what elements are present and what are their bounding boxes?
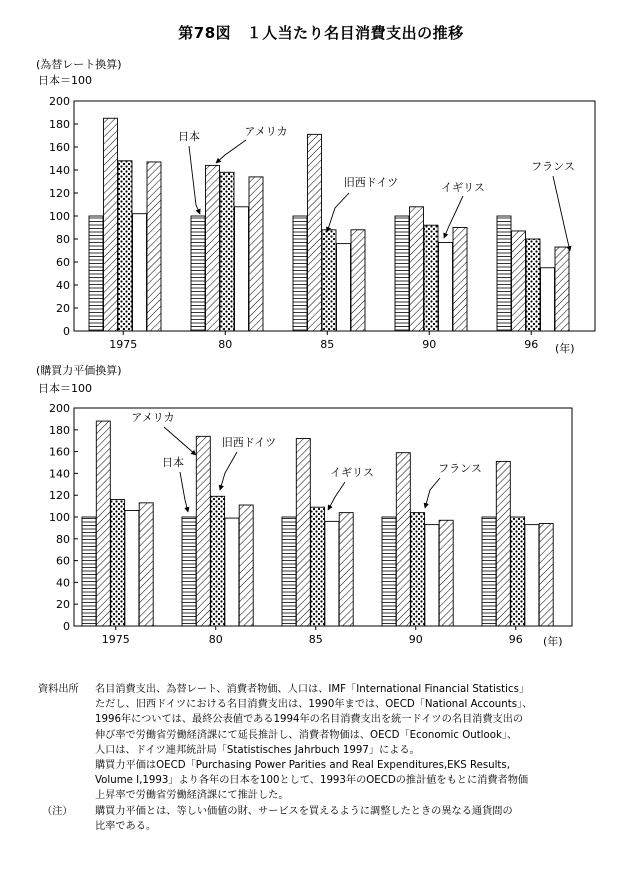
- bar: [325, 521, 339, 626]
- bar: [339, 513, 353, 626]
- note-label: （注）: [42, 805, 73, 817]
- figure-title: 第78図 １人当たり名目消費支出の推移: [178, 24, 464, 42]
- annotation-arrow: [553, 176, 570, 251]
- bar: [539, 524, 553, 626]
- bar: [139, 503, 153, 626]
- chart2-year-unit: (年): [543, 635, 563, 648]
- bar: [337, 244, 351, 331]
- bar: [249, 177, 263, 331]
- bar: [96, 421, 110, 626]
- annotation-label: イギリス: [330, 466, 374, 479]
- bar: [308, 134, 322, 331]
- bar: [424, 225, 438, 331]
- y-tick-label: 180: [49, 423, 70, 437]
- source-line: 人口は、ドイツ連邦統計局「Statistisches Jahrbuch 1997」による。: [95, 744, 420, 756]
- bar: [89, 216, 103, 331]
- y-tick-label: 80: [56, 532, 70, 546]
- bar: [125, 510, 139, 626]
- y-tick-label: 200: [49, 402, 70, 415]
- y-tick-label: 60: [56, 256, 70, 269]
- x-tick-label: 85: [308, 633, 323, 646]
- bar: [439, 242, 453, 331]
- source-line: Volume Ⅰ,1993」より各年の日本を100として、1993年のOECDの推計値をもとに消費者物価: [95, 775, 529, 787]
- bar: [395, 216, 409, 331]
- x-tick-label: 1975: [101, 633, 130, 646]
- note-line: 比率である。: [95, 820, 157, 832]
- bar: [311, 507, 325, 626]
- bar: [322, 230, 336, 331]
- annotation-arrow: [180, 472, 188, 512]
- annotation-label: アメリカ: [131, 411, 175, 424]
- bar: [104, 118, 118, 331]
- bar: [293, 216, 307, 331]
- bar: [196, 436, 210, 626]
- annotation-arrow: [327, 193, 349, 232]
- bar: [410, 207, 424, 331]
- chart1-subtitle: 日本＝100: [38, 74, 92, 87]
- chart1-year-unit: (年): [555, 342, 575, 355]
- y-tick-label: 40: [56, 576, 70, 590]
- bar: [496, 461, 510, 626]
- annotation-arrow: [189, 146, 200, 214]
- chart2-ppp: [0, 360, 642, 660]
- bar: [497, 216, 511, 331]
- annotation-arrow: [164, 427, 196, 455]
- source-line: 名目消費支出、為替レート、消費者物価、人口は、IMF「International Financial Statistics」: [95, 684, 530, 695]
- bar: [133, 214, 147, 331]
- source-line: 購買力平価はOECD「Purchasing Power Parities and Real Expenditures,EKS Results,: [95, 760, 510, 772]
- annotation-label: 日本: [178, 130, 200, 143]
- x-tick-label: 1975: [109, 338, 138, 351]
- bar: [296, 439, 310, 626]
- chart2-title: (購買力平価換算): [36, 364, 122, 377]
- y-tick-label: 0: [63, 325, 70, 338]
- x-tick-label: 85: [320, 338, 335, 351]
- y-tick-label: 100: [49, 511, 70, 524]
- bar: [118, 161, 132, 331]
- x-tick-label: 80: [218, 338, 233, 351]
- bar: [555, 247, 569, 331]
- bar: [511, 517, 525, 626]
- annotation-label: フランス: [438, 462, 482, 475]
- y-tick-label: 20: [56, 598, 70, 612]
- source-line: 1996年については、最終公表値である1994年の名目消費支出を統一ドイツの名目消費支出の: [95, 714, 524, 726]
- annotation-arrow: [328, 482, 345, 510]
- x-tick-label: 96: [508, 633, 523, 646]
- y-tick-label: 120: [49, 489, 70, 503]
- y-tick-label: 100: [49, 210, 70, 223]
- bar: [382, 517, 396, 626]
- bar: [182, 517, 196, 626]
- source-line: 伸び率で労働省労働経済課にて延長推計し、消費者物価は、OECD「Economic Outlook」、: [95, 729, 518, 741]
- bar: [396, 453, 410, 626]
- bar: [411, 513, 425, 626]
- source-line: ただし、旧西ドイツにおける名目消費支出は、1990年までは、OECD「National Accounts」、: [95, 699, 533, 711]
- notes: [38, 682, 613, 834]
- bar: [512, 231, 526, 331]
- chart1-exchange-rate: [0, 0, 642, 360]
- bar: [541, 268, 555, 331]
- x-tick-label: 90: [408, 633, 423, 646]
- y-tick-label: 160: [49, 141, 70, 154]
- bar: [206, 165, 220, 331]
- bar: [239, 505, 253, 626]
- annotation-arrow: [220, 452, 237, 490]
- x-tick-label: 80: [208, 633, 223, 646]
- y-tick-label: 80: [56, 233, 70, 246]
- bar: [235, 207, 249, 331]
- annotation-label: 日本: [162, 456, 184, 469]
- source-label: 資料出所: [38, 684, 79, 695]
- bar: [425, 525, 439, 626]
- bar: [220, 172, 234, 331]
- chart1-title: (為替レート換算): [36, 58, 122, 71]
- y-tick-label: 160: [49, 445, 70, 459]
- y-tick-label: 0: [63, 620, 70, 633]
- y-tick-label: 140: [49, 164, 70, 177]
- bar: [351, 230, 365, 331]
- y-tick-label: 40: [56, 279, 70, 292]
- annotation-label: 旧西ドイツ: [343, 176, 399, 189]
- bar: [526, 239, 540, 331]
- annotation-arrow: [425, 478, 440, 508]
- y-tick-label: 180: [49, 118, 70, 131]
- bar: [482, 517, 496, 626]
- y-tick-label: 20: [56, 302, 70, 315]
- y-tick-label: 140: [49, 467, 70, 481]
- bar: [525, 525, 539, 626]
- bar: [147, 162, 161, 331]
- bar: [82, 517, 96, 626]
- source-text: [95, 682, 613, 804]
- source-line: 上昇率で労働省労働経済課にて推計した。: [95, 790, 289, 802]
- bar: [282, 517, 296, 626]
- chart2-subtitle: 日本＝100: [38, 382, 92, 395]
- x-tick-label: 96: [524, 338, 539, 351]
- annotation-label: フランス: [531, 160, 575, 173]
- x-tick-label: 90: [422, 338, 437, 351]
- y-tick-label: 200: [49, 95, 70, 108]
- bar: [191, 216, 205, 331]
- note-line: 購買力平価とは、等しい価値の財、サービスを買えるように調整したときの異なる通貨間の: [95, 805, 513, 817]
- y-tick-label: 60: [56, 554, 70, 568]
- annotation-label: イギリス: [441, 181, 485, 194]
- bar: [453, 228, 467, 332]
- bar: [111, 500, 125, 626]
- bar: [211, 496, 225, 626]
- annotation-arrow: [216, 140, 246, 163]
- note-text: [95, 804, 613, 834]
- annotation-label: 旧西ドイツ: [221, 436, 277, 449]
- annotation-label: アメリカ: [244, 125, 288, 138]
- bar: [225, 518, 239, 626]
- y-tick-label: 120: [49, 187, 70, 200]
- bar: [439, 520, 453, 626]
